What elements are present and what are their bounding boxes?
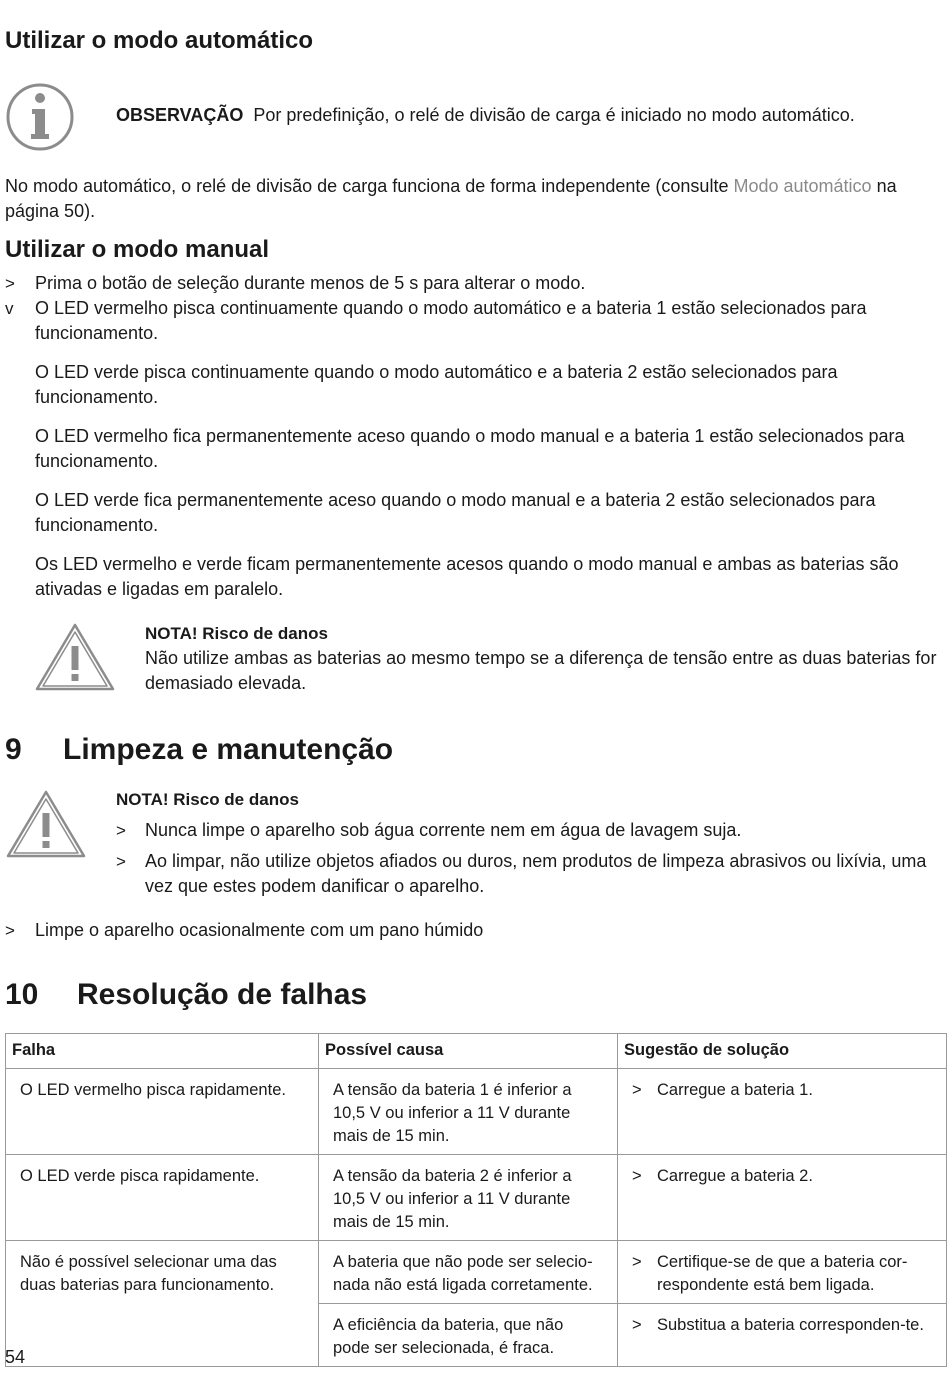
heading-section-10 (5, 978, 367, 1012)
section-number: 10 (5, 978, 39, 1011)
step-text: Prima o botão de seleção durante menos de 5 s para alterar o modo. (35, 273, 586, 293)
warning-icon (34, 622, 116, 697)
step-marker: > (5, 921, 15, 940)
section-title: Limpeza e manutenção (63, 733, 394, 766)
cleaning-warning-block (116, 787, 936, 899)
result-marker: v (5, 299, 14, 318)
page-number: 54 (5, 1347, 26, 1367)
auto-mode-note (116, 103, 855, 128)
fault-cell: Não é possível selecionar uma das duas baterias para funcionamento. (6, 1241, 319, 1367)
result-text: Os LED vermelho e verde ficam permanentemente acesos quando o modo manual e ambas as baterias são ativadas e ligadas em paralelo. (35, 554, 899, 599)
column-header-solution: Sugestão de solução (618, 1034, 947, 1069)
auto-mode-paragraph (5, 174, 940, 224)
warning-item (116, 818, 936, 843)
result-text: O LED vermelho pisca continuamente quando o modo automático e a bateria 1 estão selecionados para funcionamento. (35, 298, 867, 343)
info-icon (5, 82, 75, 157)
cause-cell: A eficiência da bateria, que não pode ser selecionada, é fraca. (319, 1304, 618, 1367)
heading-manual-mode: Utilizar o modo manual (5, 236, 270, 263)
warning-block (145, 621, 940, 696)
warning-text: Não utilize ambas as baterias ao mesmo tempo se a diferença de tensão entre as duas baterias for demasiado elevada. (145, 648, 937, 693)
solution-text: Carregue a bateria 2. (657, 1167, 813, 1185)
fault-cell: O LED vermelho pisca rapidamente. (6, 1069, 319, 1155)
table-row (6, 1241, 947, 1304)
bullet-marker: > (116, 821, 126, 840)
manual-mode-results (5, 296, 935, 602)
bullet-marker: > (116, 852, 126, 871)
fault-cell: O LED verde pisca rapidamente. (6, 1155, 319, 1241)
solution-text: Certifique-se de que a bateria cor-respondente está bem ligada. (657, 1253, 908, 1294)
note-label: OBSERVAÇÃO (116, 105, 244, 125)
note-text: Por predefinição, o relé de divisão de carga é iniciado no modo automático. (253, 105, 855, 125)
result-text: O LED vermelho fica permanentemente aceso quando o modo manual e a bateria 1 estão selecionados para funcionamento. (35, 426, 905, 471)
bullet-marker: > (632, 1253, 642, 1271)
cleaning-step (5, 918, 905, 943)
cause-cell: A bateria que não pode ser selecio-nada não está ligada corretamente. (319, 1241, 618, 1304)
warning-title: NOTA! Risco de danos (116, 790, 299, 809)
cause-cell: A tensão da bateria 1 é inferior a 10,5 V ou inferior a 11 V durante mais de 15 min. (319, 1069, 618, 1155)
warning-icon (5, 789, 87, 864)
troubleshooting-table (5, 1033, 947, 1367)
manual-mode-step (5, 271, 935, 296)
column-header-fault: Falha (6, 1034, 319, 1069)
bullet-marker: > (632, 1316, 642, 1334)
warning-item (116, 849, 936, 899)
solution-cell (618, 1304, 947, 1367)
cross-reference-link[interactable]: Modo automático (733, 176, 872, 196)
result-text: O LED verde fica permanentemente aceso quando o modo manual e a bateria 2 estão selecionados para funcionamento. (35, 490, 876, 535)
bullet-marker: > (632, 1167, 642, 1185)
solution-cell (618, 1155, 947, 1241)
table-row (6, 1155, 947, 1241)
paragraph-text: No modo automático, o relé de divisão de carga funciona de forma independente (consulte (5, 176, 729, 196)
solution-text: Substitua a bateria corresponden-te. (657, 1316, 924, 1334)
heading-auto-mode: Utilizar o modo automático (5, 27, 314, 54)
column-header-cause: Possível causa (319, 1034, 618, 1069)
solution-text: Carregue a bateria 1. (657, 1081, 813, 1099)
section-number: 9 (5, 733, 22, 766)
warning-item-text: Nunca limpe o aparelho sob água corrente nem em água de lavagem suja. (145, 820, 742, 840)
result-text: O LED verde pisca continuamente quando o modo automático e a bateria 2 estão selecionados para funcionamento. (35, 362, 838, 407)
warning-item-text: Ao limpar, não utilize objetos afiados ou duros, nem produtos de limpeza abrasivos ou lixívia, uma vez que estes podem danificar o aparelho. (145, 851, 927, 896)
table-row (6, 1069, 947, 1155)
bullet-marker: > (632, 1081, 642, 1099)
heading-section-9 (5, 733, 393, 767)
cause-cell: A tensão da bateria 2 é inferior a 10,5 V ou inferior a 11 V durante mais de 15 min. (319, 1155, 618, 1241)
step-text: Limpe o aparelho ocasionalmente com um pano húmido (35, 920, 484, 940)
step-marker: > (5, 274, 15, 293)
solution-cell (618, 1241, 947, 1304)
warning-title: NOTA! Risco de danos (145, 624, 328, 643)
solution-cell (618, 1069, 947, 1155)
paragraph-text-end: na página 50). (5, 176, 897, 221)
table-header-row (6, 1034, 947, 1069)
section-title: Resolução de falhas (77, 978, 368, 1011)
